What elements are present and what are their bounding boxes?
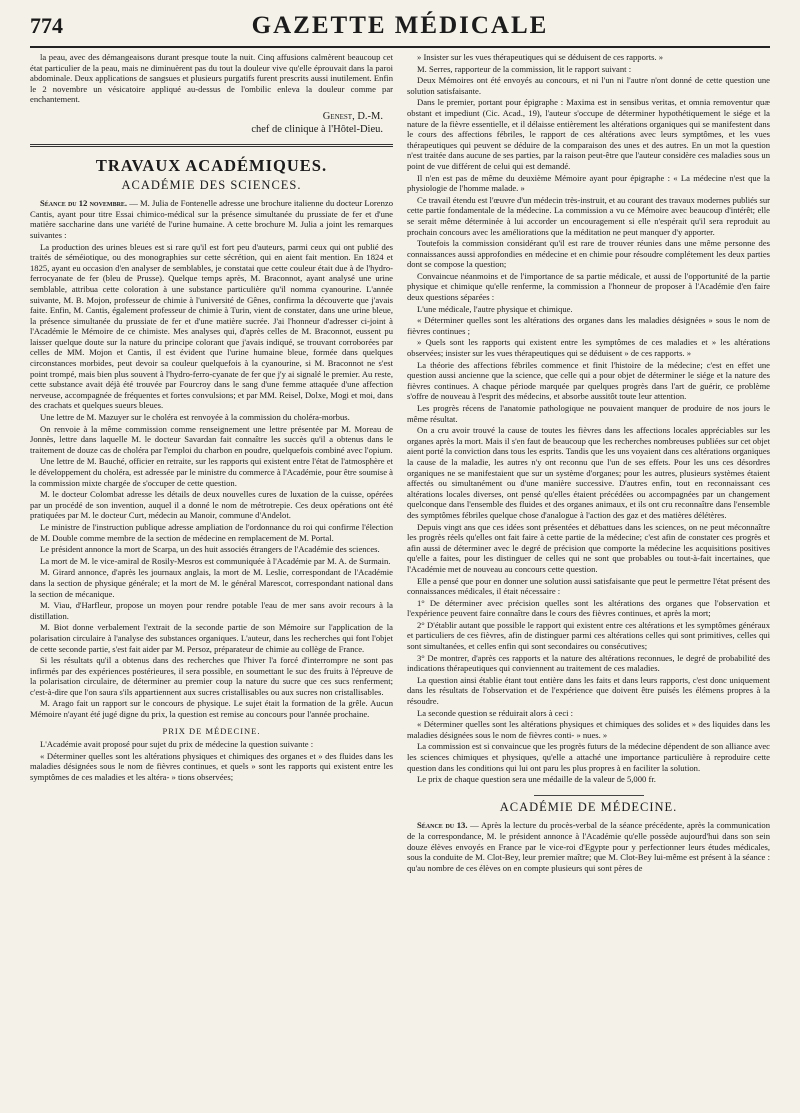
paragraph: M. le docteur Colombat adresse les détails de deux nouvelles cures de luxation de la cuisse, opérées par un procédé de son invention, auquel il a donné le nom de métrotrepie. Ces deux opérations ont été pratiquées par M. le docteur Curt, médecin au Manoir, commune d'Andelot. bbox=[30, 489, 393, 521]
seance2-text: — Après la lecture du procès-verbal de la séance précédente, après la communication de la correspondance, M. le président annonce à l'Académie qu'elle possède aujourd'hui dans son sein douze élèves envoyés en France par le vice-roi d'Egypte pour y perfectionner leurs études médicales, sous la conduite de M. Clot-Bey, leur premier maître; que M. Clot-Bey lui-même est présent à la séance : qu'au nombre de ces élèves on en compte plusieurs qui sont pères de bbox=[407, 820, 770, 873]
paragraph: On renvoie à la même commission comme renseignement une lettre présentée par M. Moreau de Jonnès, lettre dans laquelle M. le docteur Savardan fait connaître les succès qu'il a obtenus dans le traitement de douze cas de choléra par l'emploi du charbon en poudre, quelquefois combiné avec l'opium. bbox=[30, 423, 393, 455]
prize-quote: « Déterminer quelles sont les altérations physiques et chimiques des organes et » des fluides dans les maladies désignées sous le nom de fièvres continues, et quels » sont les rapports qui existent entre les symptômes de ces maladies et les altéra- » tions observées; bbox=[30, 750, 393, 783]
paragraph: Le prix de chaque question sera une médaille de la valeur de 5,000 fr. bbox=[417, 774, 656, 785]
paragraph: Il n'en est pas de même du deuxième Mémoire ayant pour épigraphe : « La médecine n'est que la physiologie de l'homme malade. » bbox=[407, 172, 770, 194]
paragraph: Une lettre de M. Bauché, officier en retraite, sur les rapports qui existent entre l'état de l'atmosphère et le développement du choléra, est adressée par le ministre du commerce à l'Académie, pour être soumise à la commission mixte chargée de s'occuper de cette question. bbox=[30, 456, 393, 488]
paragraph: L'une médicale, l'autre physique et chimique. bbox=[417, 303, 573, 314]
left-paragraphs bbox=[30, 242, 393, 720]
short-divider bbox=[534, 795, 644, 796]
paragraph: Deux Mémoires ont été envoyés au concours, et ni l'un ni l'autre n'ont donné de cette question une solution satisfaisante. bbox=[407, 75, 770, 96]
section2-title: ACADÉMIE DE MÉDECINE. bbox=[499, 799, 678, 814]
prize-intro: L'Académie avait proposé pour sujet du prix de médecine la question suivante : bbox=[40, 739, 314, 750]
page-number: 774 bbox=[30, 13, 63, 38]
paragraph: La question ainsi établie étant tout entière dans les faits et dans leurs rapports, c'est donc uniquement dans les résultats de l'observation et de l'expérience que doivent être puisés les élémens propres à la résoudre. bbox=[407, 674, 770, 707]
paragraph: Dans le premier, portant pour épigraphe : Maxima est in sensibus veritas, et omnia removentur quæ obstant et impediunt (Cic. Acad., 19), l'auteur s'occupe de déterminer hypothétiquement le siége et la nature de la fièvre essentielle, et il délaisse entièrement les altérations organiques qui se manifestent dans le cours des affections fébriles, le rapport de ces altérations avec leurs symptômes, et les vues thérapeutiques qui peuvent se déduire de la comparaison des unes et des autres. En un mot la question n'est traitée dans aucune de ses parties, par la raison peut-être que l'auteur considère ces maladies sous un point de vue différent de celui qui est demandé. bbox=[407, 97, 770, 171]
seance2-label: Séance du 13. bbox=[417, 820, 468, 831]
paragraph: On a cru avoir trouvé la cause de toutes les fièvres dans les affections locales appréciables sur les organes après la mort. Mais il s'en faut de beaucoup que les recherches nombreuses publiées sur cet objet aient porté la conviction dans tous les esprits. Tandis que les uns voyaient dans ces altérations organiques la cause de la maladie, les autres n'y ont reconnu que l'un de ses effets. Pour les uns ces désordres organiques ne se manifestaient que sur un système d'organes; pour les autres, plusieurs systèmes étaient affectés ou simultanément ou d'une manière successive. D'autres enfin, tout en reconnaissant ces altérations locales diverses, ont pensé qu'elles étaient précédées ou accompagnées par un changement quelconque dans l'ensemble des fluides et des organes animaux, et ils ont cru reconnaître dans l'ensemble des symptômes fébriles quelque chose d'analogue à l'action des gaz et des matières délétères. bbox=[407, 425, 770, 520]
paragraph: La production des urines bleues est si rare qu'il est fort peu d'auteurs, parmi ceux qui ont publié des traités de séméiotique, ou des monographies sur cette sécrétion, qui en aient fait mention. En 1824 et 1825, ayant eu occasion d'en analyser de semblables, je constatai que cette couleur était due à de l'hydro-ferrocyanate de fer (bleu de Prusse). Quelque temps après, M. Braconnot, ayant analysé une urine semblable, attribua cette coloration à une substance particulière qu'il nomma cyanourine. L'année suivante, M. B. Mojon, professeur de chimie à l'université de Gênes, confirma la découverte que j'avais faite. Enfin, M. Cantis, également professeur de chimie à Turin, vient de constater, dans une urine bleue, la présence simultanée du prussiate de fer et d'une matière sucrée. J'ai l'honneur d'adresser ci-joint à l'Académie le Mémoire de ce chimiste. Mes analyses qui, d'après celles de M. Braconnot, eussent pu laisser quelque doute sur la nature du principe colorant que j'avais indiqué, se trouvant corroborées par celles de MM. Mojon et Cantis, il est évident que l'urine humaine bleue, formée dans quelques circonstances morbides, peut devoir sa couleur quelquefois à la cyanourine, si M. Braconnot ne s'est point trompé, mais bien plus souvent à l'hydro-ferro-cyanate de fer que j'y ai signalé le premier. Au reste, cette substance avait déjà été trouvée par Fourcroy dans le sang d'une femme attaquée d'une affection nerveuse, accompagnée de fréquentes et fortes convulsions; et par MM. Reisel, Dolxe, Mogi et moi, dans des crachats et quelques sueurs bleues. bbox=[30, 241, 393, 411]
paragraph: M. Arago fait un rapport sur le concours de physique. Le sujet était la formation de la grêle. Aucun Mémoire n'ayant été jugé digne du prix, la question est remise au concours pour l'année prochaine. bbox=[30, 698, 393, 720]
paragraph: Elle a pensé que pour en donner une solution aussi satisfaisante que peut le permettre l'état présent des connaissances médicales, il était nécessaire : bbox=[407, 575, 770, 597]
paragraph: Les progrès récens de l'anatomie pathologique ne pouvaient manquer de produire de nos jours le même résultat. bbox=[407, 403, 770, 424]
paragraph: Depuis vingt ans que ces idées sont présentées et débattues dans les sciences, on ne peut méconnaître les progrès réels qu'elles ont fait faire à cette partie de la médecine; c'est afin de constater ces progrès et afin aussi de déterminer avec le degré de précision que comporte la médecine les acquisitions positives qu'elle a faites, pour les distinguer de celles qui ne sont que probables ou tout-à-fait incertaines, que l'Académie met de nouveau au concours cette question. bbox=[407, 521, 770, 574]
paragraph: 1° De déterminer avec précision quelles sont les altérations des organes que l'observation et l'expérience peuvent faire connaître dans le cours des fièvres continues, et après la mort; bbox=[407, 597, 770, 619]
paragraph: » Insister sur les vues thérapeutiques qui se déduisent de ces rapports. » bbox=[417, 52, 664, 62]
signature-role: chef de clinique à l'Hôtel-Dieu. bbox=[251, 123, 383, 135]
signature-name: Genest, D.-M. bbox=[322, 110, 383, 122]
paragraph: Convaincue néanmoins et de l'importance de sa partie médicale, et aussi de l'opportunité de la partie physique et chimique qu'elle renferme, la commission a l'honneur de proposer à l'Académie d'en faire deux questions séparées : bbox=[407, 270, 770, 303]
paragraph: La mort de M. le vice-amiral de Rosily-Mesros est communiquée à l'Académie par M. A. de Surmain. bbox=[40, 555, 391, 566]
paragraph: M. Biot donne verbalement l'extrait de la seconde partie de son Mémoire sur l'application de la polarisation circulaire à l'analyse des substances organiques. L'auteur, dans les recherches qui font l'objet de cette seconde partie, s'est fait aider par M. Persoz, préparateur de chimie au collège de France. bbox=[30, 622, 393, 654]
paragraph: Si les résultats qu'il a obtenus dans des recherches que l'hiver l'a forcé d'interrompre ne sont pas infirmés par des expériences postérieures, il sera possible, en soumettant le suc des fruits à l'épreuve de la polarisation circulaire, de déterminer au premier coup la nature du sucre que ces sucs renferment; c'est-à-dire que l'on saura s'ils appartiennent aux sucres cristallisables ou aux sucres non cristallisables. bbox=[30, 655, 393, 697]
subsection-title: ACADÉMIE DES SCIENCES. bbox=[121, 177, 302, 192]
right-column bbox=[407, 52, 770, 874]
seance2-paragraph bbox=[407, 820, 770, 873]
paragraph: 3° De montrer, d'après ces rapports et la nature des altérations reconnues, le degré de probabilité des indications thérapeutiques qui conviennent au traitement de ces maladies. bbox=[407, 652, 770, 674]
paragraph: Toutefois la commission considérant qu'il est rare de trouver réunies dans une même personne des connaissances aussi approfondies en médecine et en chimie pour résoudre complétement les deux parties dont se compose la question; bbox=[407, 238, 770, 270]
paragraph: La théorie des affections fébriles commence et finit l'histoire de la médecine; c'est en effet une question aussi ancienne que la science, que celle qui a pour objet de déterminer le siége et la nature des fièvres continues. A chaque période marquée par quelques progrès dans l'art de guérir, ce problème s'offre de nouveau à l'esprit des médecins, et absorbe aussitôt toute leur attention. bbox=[407, 359, 770, 402]
seance-label: Séance du 12 novembre. bbox=[40, 198, 128, 209]
prize-title: PRIX DE MÉDECINE. bbox=[162, 725, 261, 736]
section-divider bbox=[30, 144, 393, 147]
paragraph: La commission est si convaincue que les progrès futurs de la médecine dépendent de son alliance avec les sciences chimiques et physiques, qu'elle a attaché une importance particulière à reproduire cette question dans les conditions qui lui ont paru les plus propres à en faciliter la solution. bbox=[407, 741, 770, 773]
paragraph: La seconde question se réduirait alors à ceci : bbox=[417, 707, 574, 718]
section-title: TRAVAUX ACADÉMIQUES. bbox=[95, 155, 328, 175]
paragraph: » Quels sont les rapports qui existent entre les symptômes de ces maladies et » les altérations observées; insister sur les vues thérapeutiques qui se déduisent » de ces rapports. » bbox=[407, 337, 770, 359]
paragraph: Ce travail étendu est l'œuvre d'un médecin très-instruit, et au courant des travaux modernes publiés sur cette partie fondamentale de la médecine. La commission a vu ce Mémoire avec beaucoup d'intérêt; elle se serait même déterminée à lui accorder un encouragement si elle n'espérait qu'il sera reproduit au prochain concours avec les améliorations que la méditation ne peut manquer d'y apporter. bbox=[407, 194, 770, 237]
left-column bbox=[30, 52, 393, 874]
paragraph: M. Girard annonce, d'après les journaux anglais, la mort de M. Leslie, correspondant de l'Académie dans la section de physique générale; et la mort de M. le général Marescot, correspondant national dans la section de mécanique. bbox=[30, 567, 393, 599]
seance-text: — M. Julia de Fontenelle adresse une brochure italienne du docteur Lorenzo Cantis, ayant pour titre Essai chimico-médical sur la présence simultanée du prussiate de fer et d'une matière saccharine dans une variété de l'urine humaine. A cette brochure M. Julia a joint les remarques suivantes : bbox=[30, 198, 393, 240]
paragraph: « Déterminer quelles sont les altérations physiques et chimiques des solides et » des liquides dans les maladies désignées sous le nom de fièvres conti- » nues. » bbox=[407, 719, 770, 740]
paragraph: M. Viau, d'Harfleur, propose un moyen pour rendre potable l'eau de mer sans avoir recours à la distillation. bbox=[30, 600, 393, 621]
paragraph: Le président annonce la mort de Scarpa, un des huit associés étrangers de l'Académie des sciences. bbox=[40, 544, 380, 555]
paragraph: « Déterminer quelles sont les altérations des organes dans les maladies désignées » sous le nom de fièvres continues ; bbox=[407, 315, 770, 336]
columns bbox=[30, 52, 770, 874]
paragraph: Une lettre de M. Mazuyer sur le choléra est renvoyée à la commission du choléra-morbus. bbox=[40, 412, 350, 423]
paragraph: M. Serres, rapporteur de la commission, lit le rapport suivant : bbox=[417, 63, 632, 74]
masthead bbox=[30, 12, 770, 48]
paragraph: 2° D'établir autant que possible le rapport qui existent entre ces altérations et les symptômes généraux et particuliers de ces fièvres, afin de distinguer parmi ces altérations celles qui sont primitives, celles qui sont simultanées, et celles enfin qui sont secondaires ou consécutives; bbox=[407, 619, 770, 652]
journal-title: GAZETTE MÉDICALE bbox=[251, 12, 549, 39]
right-paragraphs bbox=[407, 52, 770, 785]
paragraph: Le ministre de l'instruction publique adresse ampliation de l'ordonnance du roi qui confirme l'élection de M. Double comme membre de la section de médecine en remplacement de M. Portal. bbox=[30, 521, 393, 543]
seance-paragraph bbox=[30, 198, 393, 240]
signature bbox=[30, 110, 383, 136]
intro-paragraph: la peau, avec des démangeaisons durant presque toute la nuit. Cinq affusions calmèrent beaucoup cet état particulier de la peau, mais ne diminuèrent pas du tout la douleur vive qu'elle éprouvait dans la paroi abdominale. Deux applications de sangsues et plusieurs purgatifs furent prescrits aussi inutilement. Enfin le 2 novembre un vésicatoire appliqué au-dessus de l'ombilic enleva la douleur comme par enchantement. bbox=[30, 52, 393, 105]
